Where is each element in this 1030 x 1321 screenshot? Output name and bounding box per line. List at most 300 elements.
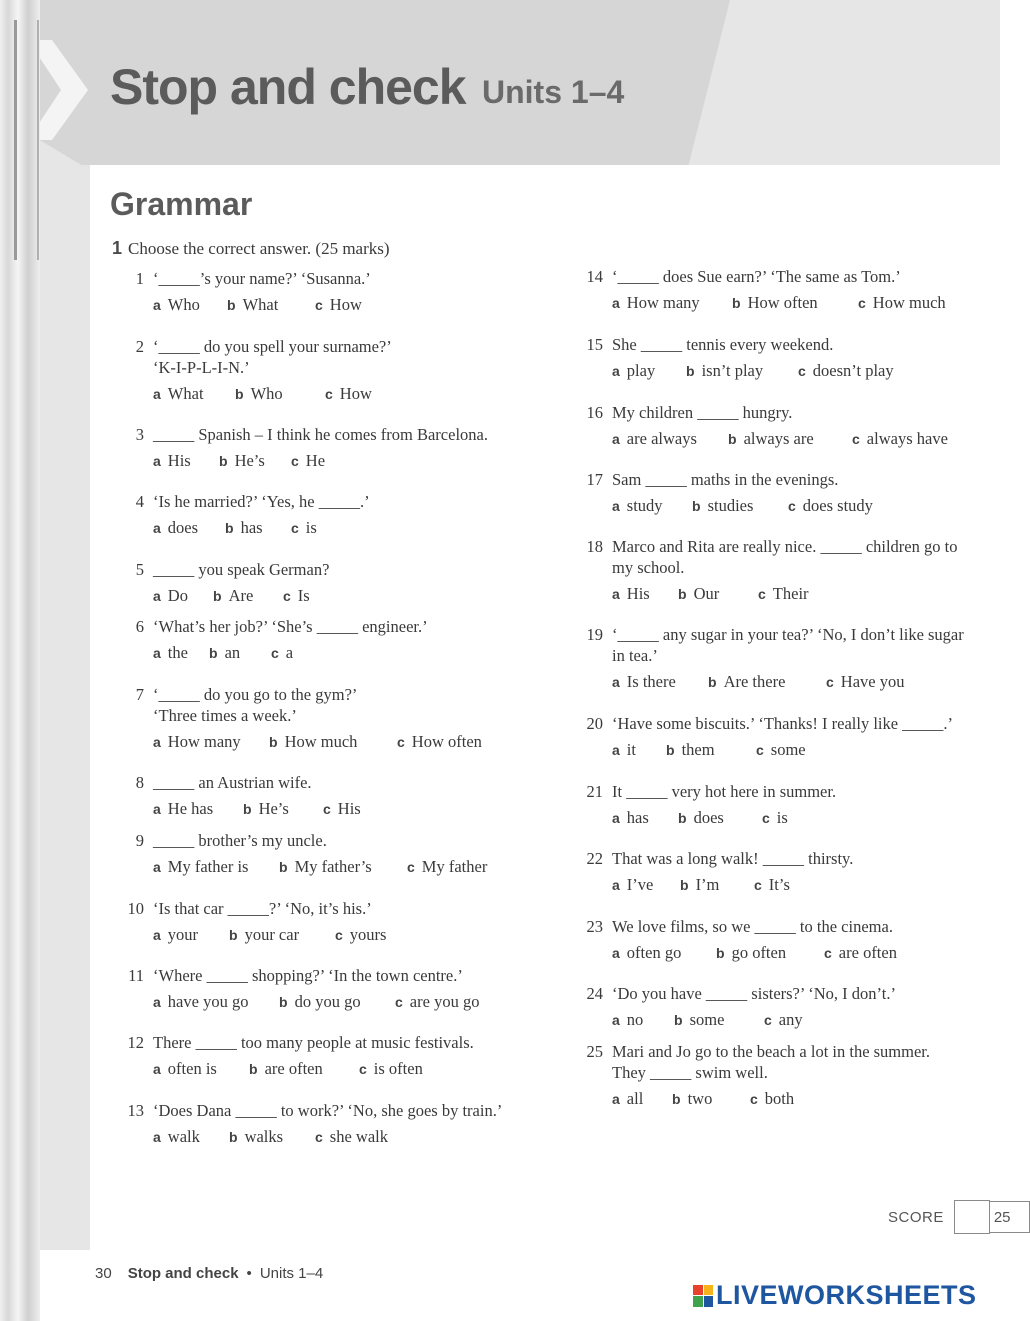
question-text: ‘Where _____ shopping?’ ‘In the town centre.’ — [153, 966, 463, 985]
option-letter: b — [227, 297, 236, 313]
question-text: My children _____ hungry. — [612, 403, 793, 422]
option-a[interactable] — [153, 924, 213, 946]
question-stem — [579, 983, 896, 1004]
option-b[interactable] — [674, 1009, 744, 1031]
answer-options — [153, 856, 487, 878]
question-number: 8 — [135, 773, 144, 792]
question-text-continued: in tea.’ — [612, 646, 658, 665]
question-5 — [120, 559, 329, 607]
option-b[interactable] — [680, 874, 734, 896]
option-text: Is there — [626, 672, 676, 691]
option-text: two — [687, 1089, 713, 1108]
question-stem — [120, 1032, 474, 1053]
option-c[interactable] — [315, 294, 362, 316]
question-text: _____ brother’s my uncle. — [153, 831, 327, 850]
question-text: ‘Is that car _____?’ ‘No, it’s his.’ — [153, 899, 372, 918]
option-b[interactable] — [229, 924, 319, 946]
option-c[interactable] — [395, 991, 479, 1013]
option-letter: c — [291, 453, 299, 469]
question-number: 10 — [127, 899, 144, 918]
exercise-instruction — [112, 238, 390, 259]
question-text: ‘_____ does Sue earn?’ ‘The same as Tom.’ — [612, 267, 901, 286]
option-a[interactable] — [153, 1058, 233, 1080]
question-25 — [579, 1041, 930, 1110]
option-text: has — [626, 808, 649, 827]
option-letter: a — [153, 386, 161, 402]
question-stem — [120, 559, 329, 580]
question-stem — [120, 772, 361, 793]
option-letter: b — [279, 994, 288, 1010]
option-text: a — [285, 643, 294, 662]
answer-options — [612, 739, 953, 761]
option-text: What — [167, 384, 204, 403]
option-letter: b — [728, 431, 737, 447]
question-text: Mari and Jo go to the beach a lot in the summer. — [612, 1042, 931, 1061]
option-text: your — [167, 925, 199, 944]
question-text-continued: ‘K-I-P-L-I-N.’ — [153, 358, 250, 377]
option-b[interactable] — [249, 1058, 343, 1080]
page-footer — [95, 1265, 323, 1282]
option-letter: c — [315, 297, 323, 313]
option-letter: a — [612, 1091, 620, 1107]
answer-options — [612, 874, 853, 896]
question-stem — [120, 336, 392, 357]
page-subtitle: Units 1–4 — [482, 74, 625, 110]
option-letter: a — [153, 520, 161, 536]
option-text: often go — [626, 943, 682, 962]
spine-lines — [14, 20, 39, 260]
option-a[interactable] — [153, 856, 263, 878]
option-c[interactable] — [325, 383, 372, 405]
option-b[interactable] — [279, 856, 391, 878]
logo-square — [704, 1285, 714, 1296]
option-text: is often — [373, 1059, 423, 1078]
option-a[interactable] — [153, 383, 215, 405]
question-number: 5 — [135, 560, 144, 579]
answer-options — [612, 360, 894, 382]
option-text: your car — [244, 925, 300, 944]
question-18 — [579, 536, 957, 605]
option-a[interactable] — [153, 798, 227, 820]
question-7 — [120, 684, 482, 753]
question-text: It _____ very hot here in summer. — [612, 782, 837, 801]
option-b[interactable] — [686, 360, 778, 382]
question-text-continued: my school. — [612, 558, 685, 577]
answer-options — [153, 924, 386, 946]
question-text: ‘Does Dana _____ to work?’ ‘No, she goes by train.’ — [153, 1101, 503, 1120]
answer-options — [153, 517, 370, 539]
question-15 — [579, 334, 894, 382]
option-b[interactable] — [227, 294, 299, 316]
option-text: How much — [284, 732, 358, 751]
answer-options — [153, 450, 488, 472]
option-letter: a — [153, 588, 161, 604]
option-c[interactable] — [283, 585, 310, 607]
option-letter: a — [612, 498, 620, 514]
option-text: are you go — [409, 992, 480, 1011]
option-letter: c — [335, 927, 343, 943]
option-c[interactable] — [754, 874, 790, 896]
question-3 — [120, 424, 488, 472]
option-letter: c — [764, 1012, 772, 1028]
option-letter: c — [395, 994, 403, 1010]
option-text: any — [778, 1010, 803, 1029]
option-c[interactable] — [291, 450, 325, 472]
option-a[interactable] — [612, 671, 688, 693]
logo-square — [693, 1296, 703, 1307]
option-letter: a — [153, 859, 161, 875]
option-a[interactable] — [612, 942, 696, 964]
question-text: We love films, so we _____ to the cinema. — [612, 917, 893, 936]
option-b[interactable] — [728, 428, 832, 450]
question-stem — [120, 424, 488, 445]
option-c[interactable] — [852, 428, 948, 450]
question-text: Marco and Rita are really nice. _____ children go to — [612, 537, 958, 556]
option-b[interactable] — [269, 731, 381, 753]
option-letter: c — [754, 877, 762, 893]
question-text: ‘Do you have _____ sisters?’ ‘No, I don’t.’ — [612, 984, 896, 1003]
question-14 — [579, 266, 946, 314]
question-number: 13 — [127, 1101, 144, 1120]
question-number: 20 — [586, 714, 603, 733]
option-a[interactable] — [153, 731, 253, 753]
option-letter: a — [153, 801, 161, 817]
option-letter: b — [672, 1091, 681, 1107]
question-16 — [579, 402, 948, 450]
option-letter: a — [153, 1061, 161, 1077]
option-text: are often — [264, 1059, 323, 1078]
option-text: often is — [167, 1059, 217, 1078]
option-text: Is — [297, 586, 310, 605]
option-b[interactable] — [678, 807, 742, 829]
option-letter: c — [271, 645, 279, 661]
question-1 — [120, 268, 371, 316]
option-letter: c — [762, 810, 770, 826]
question-number: 6 — [135, 617, 144, 636]
question-21 — [579, 781, 836, 829]
score-input[interactable] — [954, 1200, 990, 1234]
option-letter: b — [692, 498, 701, 514]
option-a[interactable] — [612, 360, 666, 382]
option-c[interactable] — [323, 798, 361, 820]
logo-grid-icon — [693, 1285, 713, 1307]
question-11 — [120, 965, 479, 1013]
answer-options — [153, 731, 482, 753]
question-text: _____ an Austrian wife. — [153, 773, 312, 792]
question-text: _____ Spanish – I think he comes from Barcelona. — [153, 425, 488, 444]
option-text: always are — [743, 429, 814, 448]
page-title: Stop and check — [110, 59, 466, 115]
option-b[interactable] — [225, 517, 275, 539]
option-letter: c — [858, 295, 866, 311]
question-number: 16 — [586, 403, 603, 422]
question-number: 1 — [135, 269, 144, 288]
option-c[interactable] — [756, 739, 806, 761]
option-c[interactable] — [271, 642, 293, 664]
question-stem — [120, 684, 482, 705]
answer-options — [153, 1126, 502, 1148]
question-stem — [579, 469, 873, 490]
option-letter: b — [249, 1061, 258, 1077]
option-text: Who — [250, 384, 283, 403]
option-letter: a — [153, 1129, 161, 1145]
question-text: ‘Is he married?’ ‘Yes, he _____.’ — [153, 492, 370, 511]
option-letter: b — [686, 363, 695, 379]
option-a[interactable] — [153, 294, 211, 316]
option-b[interactable] — [678, 583, 738, 605]
option-letter: a — [153, 453, 161, 469]
question-text: ‘_____’s your name?’ ‘Susanna.’ — [153, 269, 371, 288]
question-text-continued: ‘Three times a week.’ — [153, 706, 297, 725]
question-number: 14 — [586, 267, 603, 286]
option-letter: b — [666, 742, 675, 758]
answer-options — [153, 991, 479, 1013]
option-a[interactable] — [612, 495, 672, 517]
option-text: My father’s — [294, 857, 372, 876]
option-letter: b — [680, 877, 689, 893]
question-text: Sam _____ maths in the evenings. — [612, 470, 839, 489]
option-a[interactable] — [153, 1126, 213, 1148]
option-c[interactable] — [798, 360, 894, 382]
question-stem — [579, 402, 948, 423]
question-number: 15 — [586, 335, 603, 354]
question-stem — [120, 616, 428, 637]
answer-options — [153, 383, 392, 405]
question-text: There _____ too many people at music festivals. — [153, 1033, 474, 1052]
question-text: _____ you speak German? — [153, 560, 330, 579]
option-text: yours — [349, 925, 387, 944]
question-19 — [579, 624, 964, 693]
option-letter: c — [750, 1091, 758, 1107]
option-letter: b — [674, 1012, 683, 1028]
option-text: What — [242, 295, 279, 314]
answer-options — [612, 495, 873, 517]
option-text: His — [167, 451, 191, 470]
question-number: 3 — [135, 425, 144, 444]
option-a[interactable] — [612, 428, 708, 450]
question-number: 7 — [135, 685, 144, 704]
option-c[interactable] — [826, 671, 905, 693]
option-b[interactable] — [235, 383, 305, 405]
option-c[interactable] — [764, 1009, 803, 1031]
option-text: studies — [707, 496, 754, 515]
option-a[interactable] — [153, 450, 203, 472]
option-text: the — [167, 643, 188, 662]
option-text: He’s — [258, 799, 289, 818]
option-text: It’s — [768, 875, 790, 894]
logo-text: LIVEWORKSHEETS — [716, 1280, 977, 1310]
question-12 — [120, 1032, 474, 1080]
option-a[interactable] — [612, 807, 658, 829]
option-a[interactable] — [612, 1009, 654, 1031]
answer-options — [612, 583, 957, 605]
option-text: them — [681, 740, 715, 759]
question-text: ‘Have some biscuits.’ ‘Thanks! I really like _____.’ — [612, 714, 954, 733]
option-a[interactable] — [612, 874, 660, 896]
option-c[interactable] — [407, 856, 487, 878]
question-stem — [120, 491, 370, 512]
option-text: an — [224, 643, 241, 662]
question-22 — [579, 848, 853, 896]
question-stem — [120, 268, 371, 289]
option-letter: a — [612, 295, 620, 311]
option-letter: b — [732, 295, 741, 311]
option-letter: c — [291, 520, 299, 536]
option-b[interactable] — [716, 942, 804, 964]
option-b[interactable] — [666, 739, 736, 761]
option-b[interactable] — [708, 671, 806, 693]
option-c[interactable] — [750, 1088, 794, 1110]
option-text: all — [626, 1089, 644, 1108]
option-b[interactable] — [692, 495, 768, 517]
option-letter: c — [758, 586, 766, 602]
score-box — [888, 1200, 1030, 1234]
option-c[interactable] — [762, 807, 788, 829]
option-text: does — [693, 808, 724, 827]
option-c[interactable] — [359, 1058, 423, 1080]
logo-square — [693, 1285, 703, 1296]
option-c[interactable] — [397, 731, 482, 753]
option-text: Do — [167, 586, 188, 605]
option-c[interactable] — [335, 924, 386, 946]
option-letter: b — [213, 588, 222, 604]
question-17 — [579, 469, 873, 517]
option-letter: b — [708, 674, 717, 690]
option-letter: b — [243, 801, 252, 817]
option-letter: c — [826, 674, 834, 690]
footer-units: Units 1–4 — [259, 1265, 324, 1282]
option-c[interactable] — [824, 942, 897, 964]
option-text: always have — [866, 429, 948, 448]
option-text: Are there — [723, 672, 786, 691]
question-stem — [579, 848, 853, 869]
question-number: 9 — [135, 831, 144, 850]
option-a[interactable] — [153, 585, 197, 607]
question-10 — [120, 898, 386, 946]
answer-options — [612, 292, 946, 314]
option-text: How many — [626, 293, 700, 312]
answer-options — [612, 1088, 930, 1110]
option-b[interactable] — [229, 1126, 299, 1148]
answer-options — [153, 642, 428, 664]
option-text: study — [626, 496, 663, 515]
option-c[interactable] — [315, 1126, 388, 1148]
option-letter: b — [225, 520, 234, 536]
answer-options — [612, 428, 948, 450]
option-b[interactable] — [672, 1088, 730, 1110]
option-a[interactable] — [153, 642, 191, 664]
question-2 — [120, 336, 392, 405]
option-b[interactable] — [279, 991, 379, 1013]
option-text: He has — [167, 799, 214, 818]
option-text: I’ve — [626, 875, 654, 894]
option-text: do you go — [294, 992, 361, 1011]
option-letter: a — [612, 431, 620, 447]
option-c[interactable] — [291, 517, 317, 539]
option-letter: a — [612, 674, 620, 690]
option-text: My father — [421, 857, 488, 876]
question-stem — [579, 916, 897, 937]
question-stem — [120, 1100, 502, 1121]
option-c[interactable] — [788, 495, 873, 517]
option-text: are often — [838, 943, 897, 962]
option-text: He — [305, 451, 326, 470]
option-a[interactable] — [153, 517, 209, 539]
option-a[interactable] — [612, 583, 658, 605]
question-number: 21 — [586, 782, 603, 801]
question-number: 2 — [135, 337, 144, 356]
option-letter: b — [279, 859, 288, 875]
option-text: some — [770, 740, 806, 759]
question-stem — [579, 713, 953, 734]
section-title: Grammar — [110, 186, 253, 222]
option-text: play — [626, 361, 656, 380]
option-text: both — [764, 1089, 795, 1108]
option-b[interactable] — [209, 642, 253, 664]
question-number: 18 — [586, 537, 603, 556]
option-text: walk — [167, 1127, 200, 1146]
option-letter: c — [315, 1129, 323, 1145]
option-a[interactable] — [612, 739, 646, 761]
option-letter: a — [612, 363, 620, 379]
option-letter: a — [612, 810, 620, 826]
question-number: 11 — [128, 966, 144, 985]
page-number: 30 — [95, 1265, 112, 1282]
option-a[interactable] — [612, 292, 712, 314]
option-c[interactable] — [758, 583, 809, 605]
option-letter: c — [283, 588, 291, 604]
option-letter: a — [612, 877, 620, 893]
option-text: does study — [802, 496, 873, 515]
option-text: it — [626, 740, 636, 759]
option-letter: a — [612, 586, 620, 602]
option-letter: c — [407, 859, 415, 875]
option-b[interactable] — [732, 292, 838, 314]
question-text: She _____ tennis every weekend. — [612, 335, 834, 354]
option-text: My father is — [167, 857, 249, 876]
book-spine — [0, 0, 40, 1321]
option-text: does — [167, 518, 199, 537]
liveworksheets-logo — [693, 1280, 977, 1311]
option-b[interactable] — [219, 450, 275, 472]
option-text: How many — [167, 732, 241, 751]
option-letter: a — [153, 645, 161, 661]
option-text: doesn’t play — [812, 361, 894, 380]
option-text: is — [305, 518, 317, 537]
option-b[interactable] — [243, 798, 307, 820]
option-text: has — [240, 518, 263, 537]
option-letter: b — [219, 453, 228, 469]
question-stem — [120, 898, 386, 919]
option-text: I’m — [695, 875, 720, 894]
option-text: some — [689, 1010, 725, 1029]
question-6 — [120, 616, 428, 664]
answer-options — [612, 671, 964, 693]
option-text: His — [626, 584, 650, 603]
option-letter: a — [153, 994, 161, 1010]
option-b[interactable] — [213, 585, 267, 607]
option-letter: a — [612, 742, 620, 758]
logo-square — [704, 1296, 714, 1307]
option-a[interactable] — [612, 1088, 652, 1110]
option-letter: b — [229, 1129, 238, 1145]
option-text: go often — [731, 943, 787, 962]
option-a[interactable] — [153, 991, 263, 1013]
question-stem — [579, 334, 894, 355]
option-text: walks — [244, 1127, 284, 1146]
question-stem — [120, 965, 479, 986]
option-c[interactable] — [858, 292, 946, 314]
